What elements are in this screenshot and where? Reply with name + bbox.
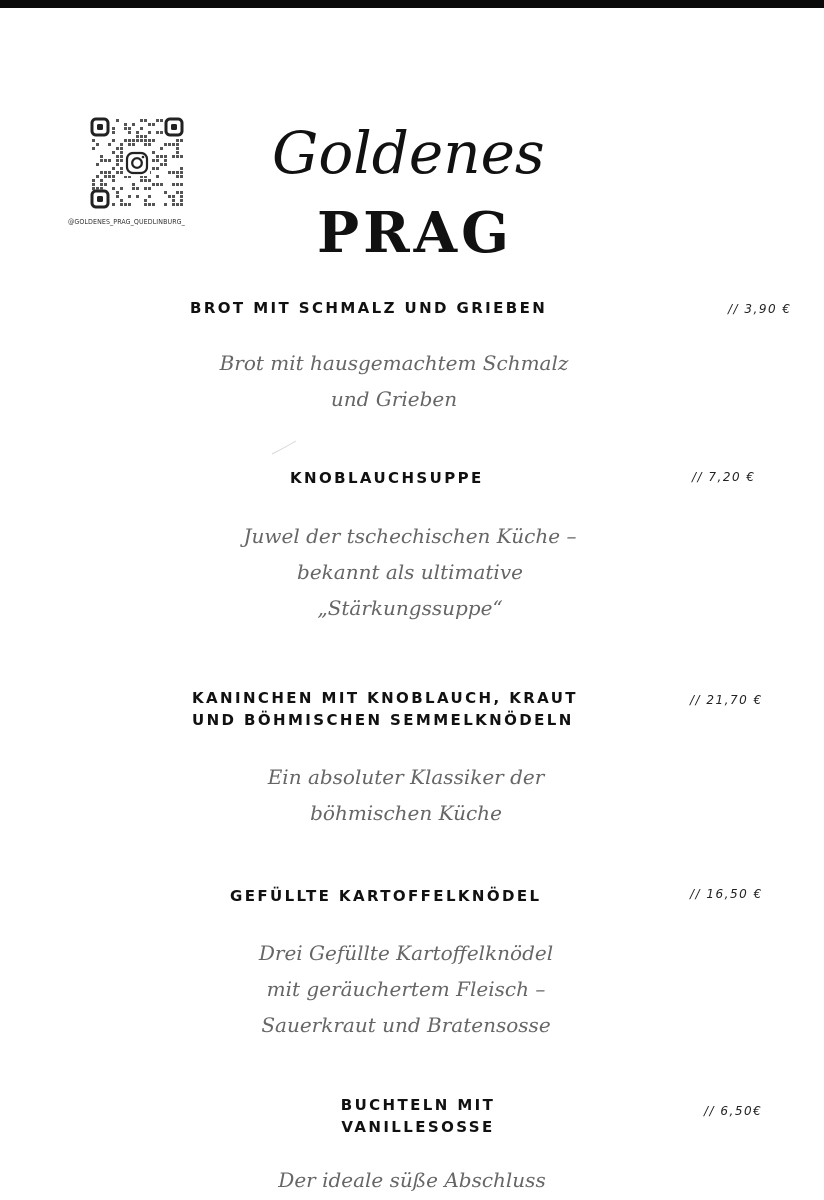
- desc-line: Drei Gefüllte Kartoffelknödel: [258, 941, 554, 965]
- item-title-line: VANILLESOSSE: [341, 1118, 495, 1136]
- item-description: [194, 345, 594, 417]
- desc-line: „Stärkungssuppe“: [317, 596, 503, 620]
- paper-mark: [270, 438, 300, 458]
- item-price: // 6,50€: [704, 1104, 763, 1118]
- item-title: [230, 885, 542, 907]
- item-description: [206, 759, 606, 831]
- item-price: // 3,90 €: [728, 302, 792, 316]
- desc-line: Juwel der tschechischen Küche –: [243, 524, 577, 548]
- item-title-line: UND BÖHMISCHEN SEMMELKNÖDELN: [192, 711, 574, 729]
- item-description: [212, 1162, 612, 1198]
- item-title: [190, 297, 547, 319]
- item-title-line: GEFÜLLTE KARTOFFELKNÖDEL: [230, 887, 542, 905]
- instagram-qr-code[interactable]: [90, 117, 184, 209]
- item-title-line: KNOBLAUCHSUPPE: [290, 469, 484, 487]
- top-border: [0, 0, 824, 8]
- desc-line: Der ideale süße Abschluss: [278, 1168, 546, 1192]
- item-title: [290, 467, 484, 489]
- item-title-line: BROT MIT SCHMALZ UND GRIEBEN: [190, 299, 548, 317]
- item-title: [192, 687, 578, 731]
- item-description: [210, 518, 610, 626]
- desc-line: mit geräuchertem Fleisch –: [266, 977, 546, 1001]
- item-description: [206, 935, 606, 1043]
- item-price: // 16,50 €: [690, 887, 763, 901]
- item-price: // 21,70 €: [690, 693, 763, 707]
- desc-line: Sauerkraut und Bratensosse: [261, 1013, 551, 1037]
- item-title: [318, 1094, 518, 1138]
- item-title-line: BUCHTELN MIT: [340, 1096, 496, 1114]
- desc-line: und Grieben: [330, 387, 458, 411]
- item-title-line: KANINCHEN MIT KNOBLAUCH, KRAUT: [192, 689, 578, 707]
- desc-line: Brot mit hausgemachtem Schmalz: [219, 351, 569, 375]
- desc-line: böhmischen Küche: [310, 801, 502, 825]
- instagram-handle: @GOLDENES_PRAG_QUEDLINBURG_: [68, 218, 185, 226]
- desc-line: bekannt als ultimative: [297, 560, 523, 584]
- item-price: // 7,20 €: [692, 470, 756, 484]
- desc-line: Ein absoluter Klassiker der: [267, 765, 545, 789]
- logo-script-goldenes: [262, 95, 562, 205]
- logo-prag: PRAG: [317, 200, 513, 266]
- svg-text:Goldenes: Goldenes: [272, 119, 545, 187]
